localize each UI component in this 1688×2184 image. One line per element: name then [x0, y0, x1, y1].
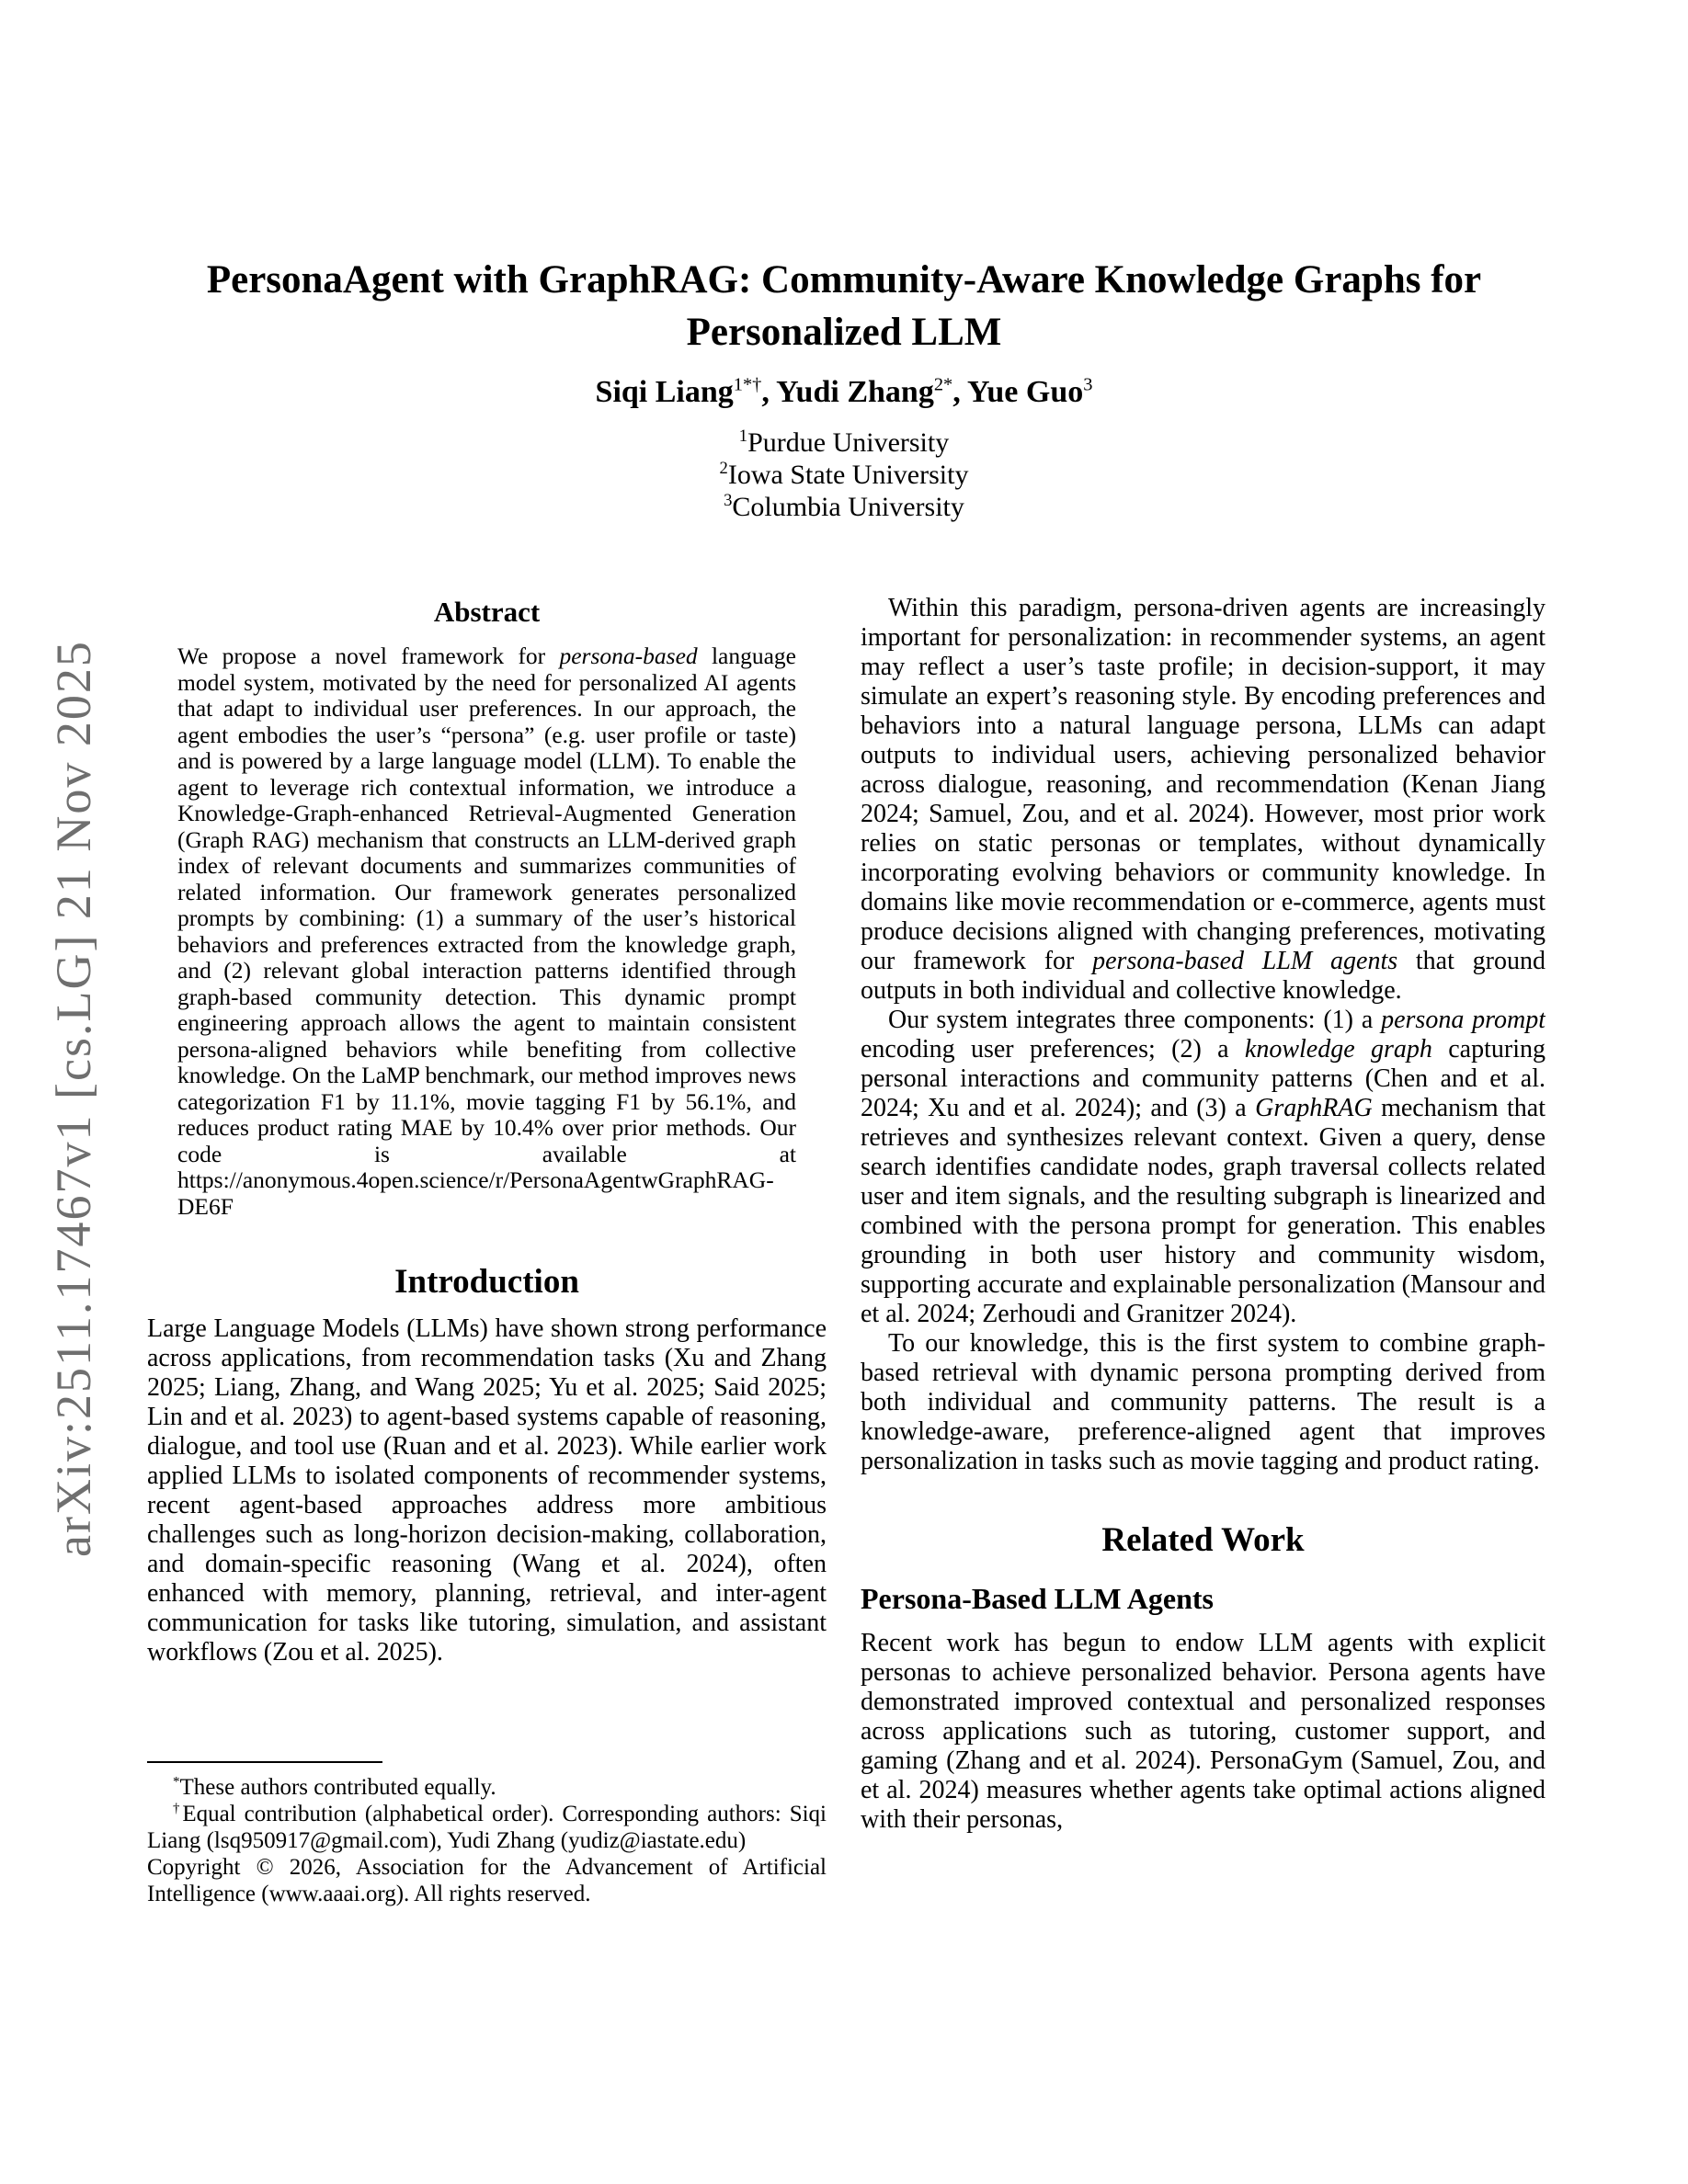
- introduction-text: Large Language Models (LLMs) have shown strong performance across applications, from recommendation tasks (Xu and Zhang 2025; Liang, Zhang, and Wang 2025; Yu et al. 2025; Said 2025; Lin and et al. 2023) to agent-based systems capable of reasoning, dialogue, and tool use (Ruan and et al. 2023). While earlier work applied LLMs to isolated components of recommender systems, recent agent-based approaches address more ambitious challenges such as long-horizon decision-making, collaboration, and domain-specific reasoning (Wang et al. 2024), often enhanced with memory, planning, retrieval, and inter-agent communication for tasks like tutoring, simulation, and assistant workflows (Zou et al. 2025).: [147, 1314, 827, 1666]
- body-paragraph: To our knowledge, this is the first system to combine graph-based retrieval with dynamic persona prompting derived from both individual and community patterns. The result is a knowledge-aware, preference-aligned agent that improves personalization in tasks such as movie tagging and product rating.: [861, 1329, 1545, 1475]
- affiliation-superscript: 3: [724, 491, 733, 510]
- author-superscript: 3: [1083, 374, 1093, 395]
- author-separator: ,: [952, 375, 967, 409]
- affiliation-line: [0, 491, 1688, 523]
- abstract-heading: Abstract: [433, 596, 541, 628]
- author-superscript: 1*†: [733, 374, 762, 395]
- footnote-text: These authors contributed equally.: [179, 1775, 496, 1800]
- arxiv-watermark-text: arXiv:2511.17467v1 [cs.LG] 21 Nov 2025: [46, 640, 101, 1557]
- author: [967, 375, 1093, 409]
- author-superscript: 2*: [933, 374, 953, 395]
- author: [776, 375, 967, 409]
- affiliation-line: [0, 459, 1688, 491]
- related-work-heading: Related Work: [1101, 1521, 1305, 1559]
- footnote-text: Equal contribution (alphabetical order). Corresponding authors: Siqi Liang (lsq950917@gmail.com), Yudi Zhang (yudiz@iastate.edu): [147, 1802, 827, 1853]
- author-name: Yudi Zhang: [776, 375, 934, 409]
- persona-based-llm-agents-subheading: Persona-Based LLM Agents: [861, 1582, 1214, 1615]
- affiliation-name: Iowa State University: [727, 460, 969, 490]
- footnote-marker: *: [173, 1774, 180, 1790]
- introduction-heading: Introduction: [394, 1263, 579, 1301]
- footnote-copyright: [147, 1854, 827, 1907]
- body-paragraph: Within this paradigm, persona-driven agents are increasingly important for personalization: in recommender systems, an agent may reflect a user’s taste profile; in decision-support, it may simulate an expert’s reasoning style. By encoding preferences and behaviors into a natural language persona, LLMs can adapt outputs to individual users, achieving personalized behavior across dialogue, reasoning, and recommendation (Kenan Jiang 2024; Samuel, Zou, and et al. 2024). However, most prior work relies on static personas or templates, without dynamically incorporating evolving behaviors or community knowledge. In domains like movie recommendation or e-commerce, agents must produce decisions aligned with changing preferences, motivating our framework for persona-based LLM agents that ground outputs in both individual and collective knowledge.: [861, 594, 1545, 1005]
- footnote-marker: †: [173, 1801, 183, 1816]
- affiliation-line: [0, 427, 1688, 459]
- author-name: Siqi Liang: [595, 375, 734, 409]
- related-work-text: Recent work has begun to endow LLM agents with explicit personas to achieve personalized behavior. Persona agents have demonstrated improved contextual and personalized responses across applications such as tutoring, customer support, and gaming (Zhang and et al. 2024). PersonaGym (Samuel, Zou, and et al. 2024) measures whether agents take optimal actions aligned with their personas,: [861, 1629, 1545, 1834]
- footnote-contribution: [147, 1774, 827, 1801]
- author-separator: ,: [761, 375, 777, 409]
- affiliations: [0, 427, 1688, 523]
- footnote-rule: [147, 1761, 382, 1763]
- arxiv-watermark: [9, 542, 138, 1655]
- author: [596, 375, 777, 409]
- paper-title: PersonaAgent with GraphRAG: Community-Aware Knowledge Graphs for Personalized LLM: [206, 258, 1482, 354]
- footnote-corresponding-authors: [147, 1801, 827, 1854]
- affiliation-superscript: 1: [738, 427, 748, 446]
- footnote-text: Copyright © 2026, Association for the Advancement of Artificial Intelligence (www.aaai.org). All rights reserved.: [147, 1855, 827, 1906]
- body-paragraph: Our system integrates three components: (1) a persona prompt encoding user preferences; (2) a knowledge graph capturing personal interactions and community patterns (Chen and et al. 2024; Xu and et al. 2024); and (3) a GraphRAG mechanism that retrieves and synthesizes relevant context. Given a query, dense search identifies candidate nodes, graph traversal collects related user and item signals, and the resulting subgraph is linearized and combined with the persona prompt for generation. This enables grounding in both user history and community wisdom, supporting accurate and explainable personalization (Mansour and et al. 2024; Zerhoudi and Granitzer 2024).: [861, 1006, 1545, 1328]
- right-column: [861, 594, 1545, 1954]
- abstract-text: We propose a novel framework for persona-based language model system, motivated by the need for personalized AI agents that adapt to individual user preferences. In our approach, the agent embodies the user’s “persona” (e.g. user profile or taste) and is powered by a large language model (LLM). To enable the agent to leverage rich contextual information, we introduce a Knowledge-Graph-enhanced Retrieval-Augmented Generation (Graph RAG) mechanism that constructs an LLM-derived graph index of relevant documents and summarizes communities of related information. Our framework generates personalized prompts by combining: (1) a summary of the user’s historical behaviors and preferences extracted from the knowledge graph, and (2) relevant global interaction patterns identified through graph-based community detection. This dynamic prompt engineering approach allows the agent to maintain consistent persona-aligned behaviors while benefiting from collective knowledge. On the LaMP benchmark, our method improves news categorization F1 by 11.1%, movie tagging F1 by 56.1%, and reduces product rating MAE by 10.4% over prior methods. Our code is available at https://anonymous.4open.science/r/PersonaAgentwGraphRAG-DE6F: [177, 643, 796, 1220]
- left-column: [147, 596, 827, 1667]
- affiliation-name: Purdue University: [747, 427, 950, 458]
- authors-line: [0, 375, 1688, 410]
- footnotes: [147, 1761, 827, 1954]
- affiliation-superscript: 2: [719, 459, 728, 478]
- affiliation-name: Columbia University: [732, 492, 964, 522]
- author-name: Yue Guo: [966, 375, 1084, 409]
